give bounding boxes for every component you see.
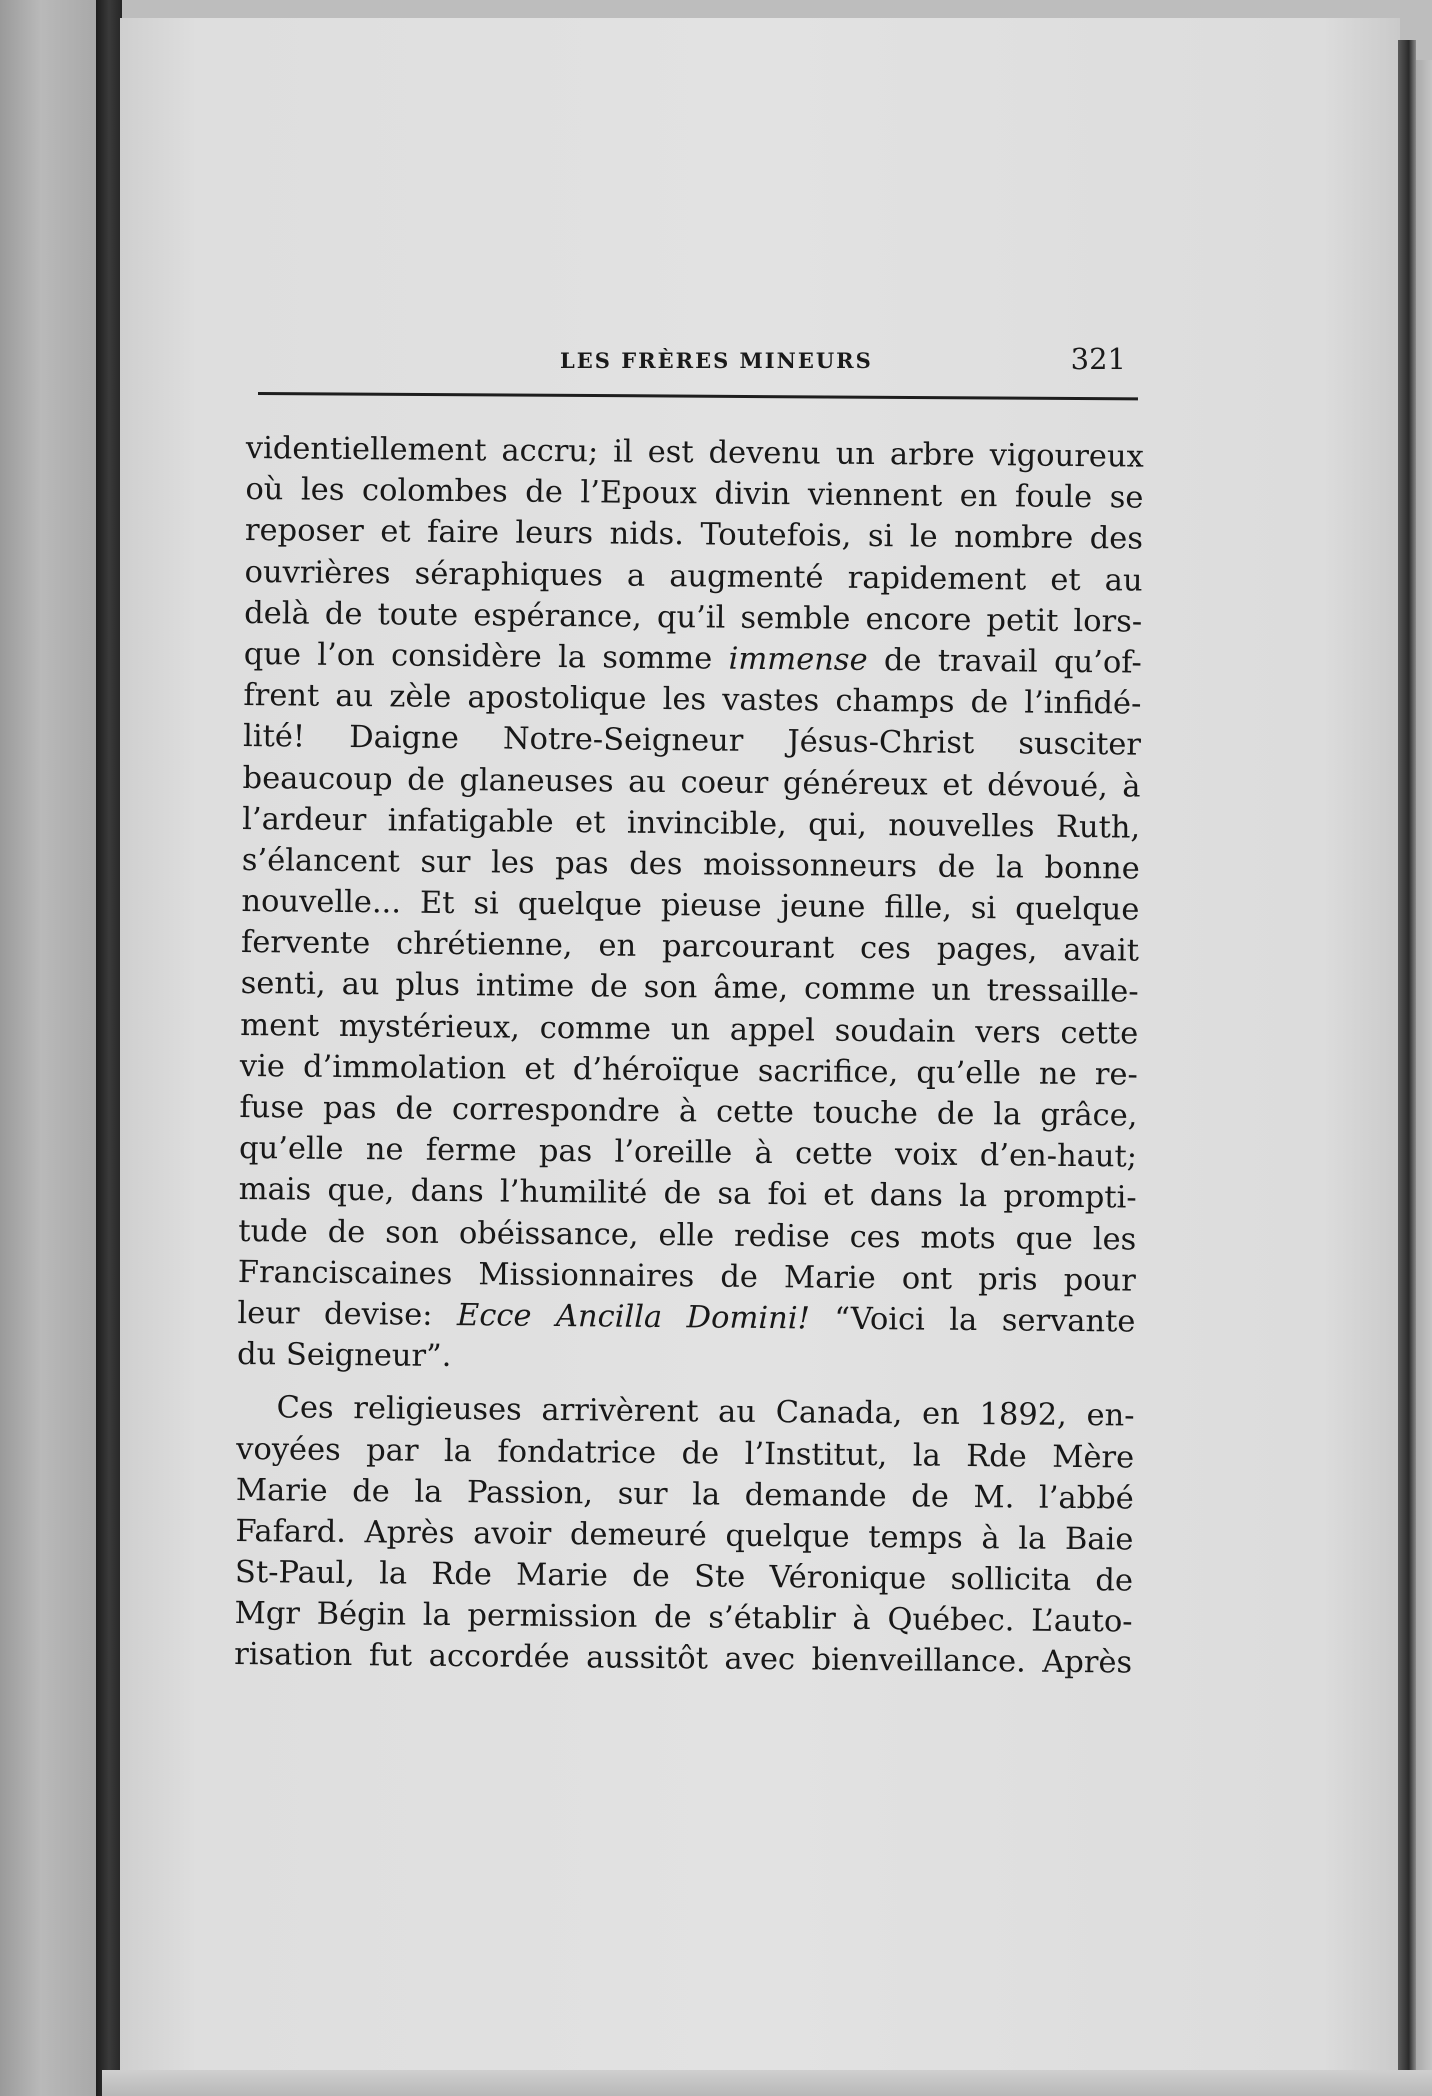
text-line: Franciscaines Missionnaires de Marie ont pris pour bbox=[237, 1254, 1137, 1299]
italic-phrase: Ecce Ancilla Domini! bbox=[456, 1298, 810, 1337]
adjacent-page-edge bbox=[0, 0, 102, 2096]
text-line: nouvelle... Et si quelque pieuse jeune fille, si quelque bbox=[241, 884, 1140, 928]
text-line: senti, au plus intime de son âme, comme un tressaille- bbox=[240, 966, 1139, 1011]
text-line: lité! Daigne Notre-Seigneur Jésus-Christ susciter bbox=[242, 719, 1142, 763]
text-line: qu’elle ne ferme pas l’oreille à cette voix d’en-haut; bbox=[238, 1131, 1138, 1175]
page-number: 321 bbox=[1070, 342, 1126, 376]
text-line: mais que, dans l’humilité de sa foi et dans la prompti- bbox=[238, 1172, 1137, 1216]
text-line: reposer et faire leurs nids. Toutefois, si le nombre des bbox=[244, 513, 1144, 557]
book-spine bbox=[96, 0, 122, 2096]
text-line: leur devise: Ecce Ancilla Domini! “Voici la servante bbox=[237, 1295, 1136, 1340]
text-line: fervente chrétienne, en parcourant ces pages, avait bbox=[240, 925, 1140, 969]
running-head bbox=[260, 342, 1138, 398]
text-line: St-Paul, la Rde Marie de Ste Véronique sollicita de bbox=[234, 1555, 1134, 1599]
body-text bbox=[234, 428, 1144, 1684]
italic-phrase: immense bbox=[728, 641, 868, 678]
text-line: Mgr Bégin la permission de s’établir à Québec. L’auto- bbox=[234, 1596, 1133, 1640]
text-line: videntiellement accru; il est devenu un arbre vigoureux bbox=[245, 430, 1144, 475]
text-line: ouvrières séraphiques a augmenté rapidement et au bbox=[244, 554, 1143, 599]
text-line: Ces religieuses arrivèrent au Canada, en 1892, en- bbox=[276, 1390, 1135, 1434]
text-line: tude de son obéissance, elle redise ces mots que les bbox=[238, 1213, 1137, 1258]
text-line: beaucoup de glaneuses au coeur généreux et dévoué, à bbox=[242, 760, 1141, 805]
text-line: l’ardeur infatigable et invincible, qui, nouvelles Ruth, bbox=[242, 801, 1141, 846]
running-title: LES FRÈRES MINEURS bbox=[560, 348, 873, 373]
text-line: que l’on considère la somme immense de travail qu’of- bbox=[243, 636, 1142, 681]
text-line: Fafard. Après avoir demeuré quelque temps à la Baie bbox=[235, 1513, 1134, 1558]
scanner-bed-right bbox=[1416, 60, 1432, 2096]
page-edge-right bbox=[1398, 40, 1416, 2070]
text-line: vie d’immolation et d’héroïque sacrifice, qu’elle ne re- bbox=[239, 1048, 1138, 1093]
text-line: delà de toute espérance, qu’il semble encore petit lors- bbox=[244, 595, 1143, 640]
text-line: ment mystérieux, comme un appel soudain vers cette bbox=[240, 1007, 1139, 1052]
text-line: fuse pas de correspondre à cette touche de la grâce, bbox=[239, 1089, 1138, 1134]
text-line: Marie de la Passion, sur la demande de M. l’abbé bbox=[235, 1472, 1134, 1517]
text-line: s’élancent sur les pas des moissonneurs de la bonne bbox=[241, 842, 1140, 887]
text-line: frent au zèle apostolique les vastes champs de l’infidé- bbox=[243, 678, 1142, 722]
text-line: où les colombes de l’Epoux divin viennent en foule se bbox=[245, 472, 1144, 516]
text-line: du Seigneur”. bbox=[236, 1337, 452, 1375]
scanner-bed-bottom bbox=[102, 2070, 1432, 2096]
text-line: voyées par la fondatrice de l’Institut, la Rde Mère bbox=[236, 1431, 1135, 1476]
text-line: risation fut accordée aussitôt avec bienveillance. Après bbox=[234, 1637, 1133, 1682]
